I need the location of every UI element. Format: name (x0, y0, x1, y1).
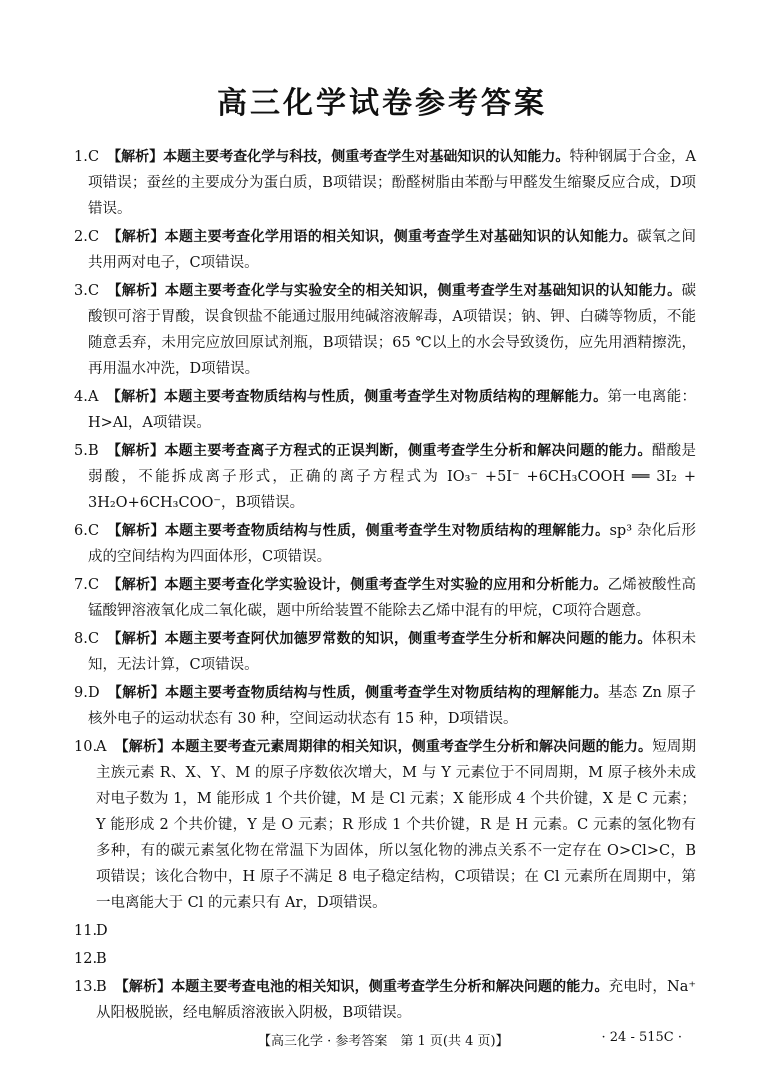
answer-item-13 (76, 974, 696, 1026)
footer-code: · 24 - 515C · (601, 1030, 682, 1045)
analysis-text: sp³ 杂化后形成的空间结构为四面体形，C项错误。 (88, 523, 696, 565)
answer-item-3 (76, 278, 696, 382)
item-number: 11. (74, 923, 98, 939)
answer-list (76, 144, 696, 1026)
item-number: 8. (74, 631, 88, 647)
analysis-text: 特种钢属于合金，A项错误；蚕丝的主要成分为蛋白质，B项错误；酚醛树脂由苯酚与甲醛发生缩聚反应合成，D项错误。 (88, 149, 696, 217)
answer-item-8 (76, 626, 696, 678)
item-answer: A (96, 739, 107, 755)
analysis-label: 【解析】本题主要考查化学实验设计，侧重考查学生对实验的应用和分析能力。 (107, 577, 608, 593)
analysis-text: 乙烯被酸性高锰酸钾溶液氧化成二氧化碳，题中所给装置不能除去乙烯中混有的甲烷，C项符合题意。 (88, 577, 697, 619)
analysis-text: 基态 Zn 原子核外电子的运动状态有 30 种，空间运动状态有 15 种，D项错误。 (88, 685, 696, 727)
item-number: 7. (74, 577, 88, 593)
analysis-label: 【解析】本题主要考查元素周期律的相关知识，侧重考查学生分析和解决问题的能力。 (114, 739, 653, 755)
item-number: 12. (74, 951, 98, 967)
analysis-label: 【解析】本题主要考查物质结构与性质，侧重考查学生对物质结构的理解能力。 (106, 389, 608, 405)
item-answer: C (88, 631, 100, 647)
analysis-text: 短周期主族元素 R、X、Y、M 的原子序数依次增大，M 与 Y 元素位于不同周期，M 原子核外未成对电子数为 1，M 能形成 1 个共价键，M 是 Cl 元素；X 能形成 4 个共价键，X 是 C 元素；Y 能形成 2 个共价键，Y 是 O 元素；R 形成 1 个共价键，R 是 H 元素。C 元素的氢化物有多种，有的碳元素氢化物在常温下为固体，所以氢化物的沸点关系不一定存在 O>Cl>C，B项错误；该化合物中，H 原子不满足 8 电子稳定结构，C项错误；在 Cl 元素所在周期中，第一电离能大于 Cl 的元素只有 Ar，D项错误。 (96, 739, 697, 911)
item-answer: A (88, 389, 99, 405)
item-answer: C (88, 283, 100, 299)
answer-item-9 (76, 680, 696, 732)
item-number: 1. (74, 149, 88, 165)
item-answer: C (88, 577, 100, 593)
item-number: 5. (74, 443, 88, 459)
analysis-text: 醋酸是弱酸，不能拆成离子形式，正确的离子方程式为 IO₃⁻ +5I⁻ +6CH₃COOH ══ 3I₂ + 3H₂O+6CH₃COO⁻，B项错误。 (88, 443, 697, 511)
answer-item-12 (76, 946, 696, 972)
analysis-text: 体积未知，无法计算，C项错误。 (88, 631, 697, 673)
analysis-text: 第一电离能：H>Al，A项错误。 (88, 389, 697, 431)
item-answer: C (88, 523, 100, 539)
analysis-text: 碳氧之间共用两对电子，C项错误。 (88, 229, 697, 271)
item-answer: D (96, 923, 108, 939)
analysis-label: 【解析】本题主要考查化学用语的相关知识，侧重考查学生对基础知识的认知能力。 (107, 229, 638, 245)
item-answer: B (96, 979, 107, 995)
answer-item-6 (76, 518, 696, 570)
item-number: 6. (74, 523, 88, 539)
item-number: 13. (74, 979, 98, 995)
item-number: 10. (74, 739, 98, 755)
analysis-label: 【解析】本题主要考查化学与实验安全的相关知识，侧重考查学生对基础知识的认知能力。 (107, 283, 682, 299)
answer-item-1 (76, 144, 696, 222)
answer-item-7 (76, 572, 696, 624)
answer-item-2 (76, 224, 696, 276)
item-answer: D (88, 685, 100, 701)
answer-item-10 (76, 734, 696, 916)
item-answer: C (88, 229, 100, 245)
analysis-label: 【解析】本题主要考查阿伏加德罗常数的知识，侧重考查学生分析和解决问题的能力。 (107, 631, 652, 647)
item-answer: B (88, 443, 99, 459)
analysis-label: 【解析】本题主要考查电池的相关知识，侧重考查学生分析和解决问题的能力。 (114, 979, 609, 995)
analysis-label: 【解析】本题主要考查物质结构与性质，侧重考查学生对物质结构的理解能力。 (107, 685, 608, 701)
item-answer: C (88, 149, 100, 165)
item-number: 3. (74, 283, 88, 299)
item-number: 2. (74, 229, 88, 245)
page-title: 高三化学试卷参考答案 (217, 86, 547, 121)
item-number: 4. (74, 389, 88, 405)
analysis-label: 【解析】本题主要考查离子方程式的正误判断，侧重考查学生分析和解决问题的能力。 (106, 443, 652, 459)
footer-page-info: 【高三化学 · 参考答案 第 1 页(共 4 页)】 (258, 1034, 509, 1049)
item-number: 9. (74, 685, 88, 701)
analysis-text: 碳酸钡可溶于胃酸，误食钡盐不能通过服用纯碱溶液解毒，A项错误；钠、钾、白磷等物质，不能随意丢弃，未用完应放回原试剂瓶，B项错误；65 ℃以上的水会导致烫伤，应先用酒精擦洗，再用温水冲洗，D项错误。 (88, 283, 696, 377)
answer-item-11 (76, 918, 696, 944)
answer-item-4 (76, 384, 696, 436)
analysis-text: 充电时，Na⁺从阳极脱嵌，经电解质溶液嵌入阴极，B项错误。 (96, 979, 696, 1021)
item-answer: B (96, 951, 107, 967)
answer-item-5 (76, 438, 696, 516)
analysis-label: 【解析】本题主要考查化学与科技，侧重考查学生对基础知识的认知能力。 (107, 149, 570, 165)
analysis-label: 【解析】本题主要考查物质结构与性质，侧重考查学生对物质结构的理解能力。 (107, 523, 610, 539)
